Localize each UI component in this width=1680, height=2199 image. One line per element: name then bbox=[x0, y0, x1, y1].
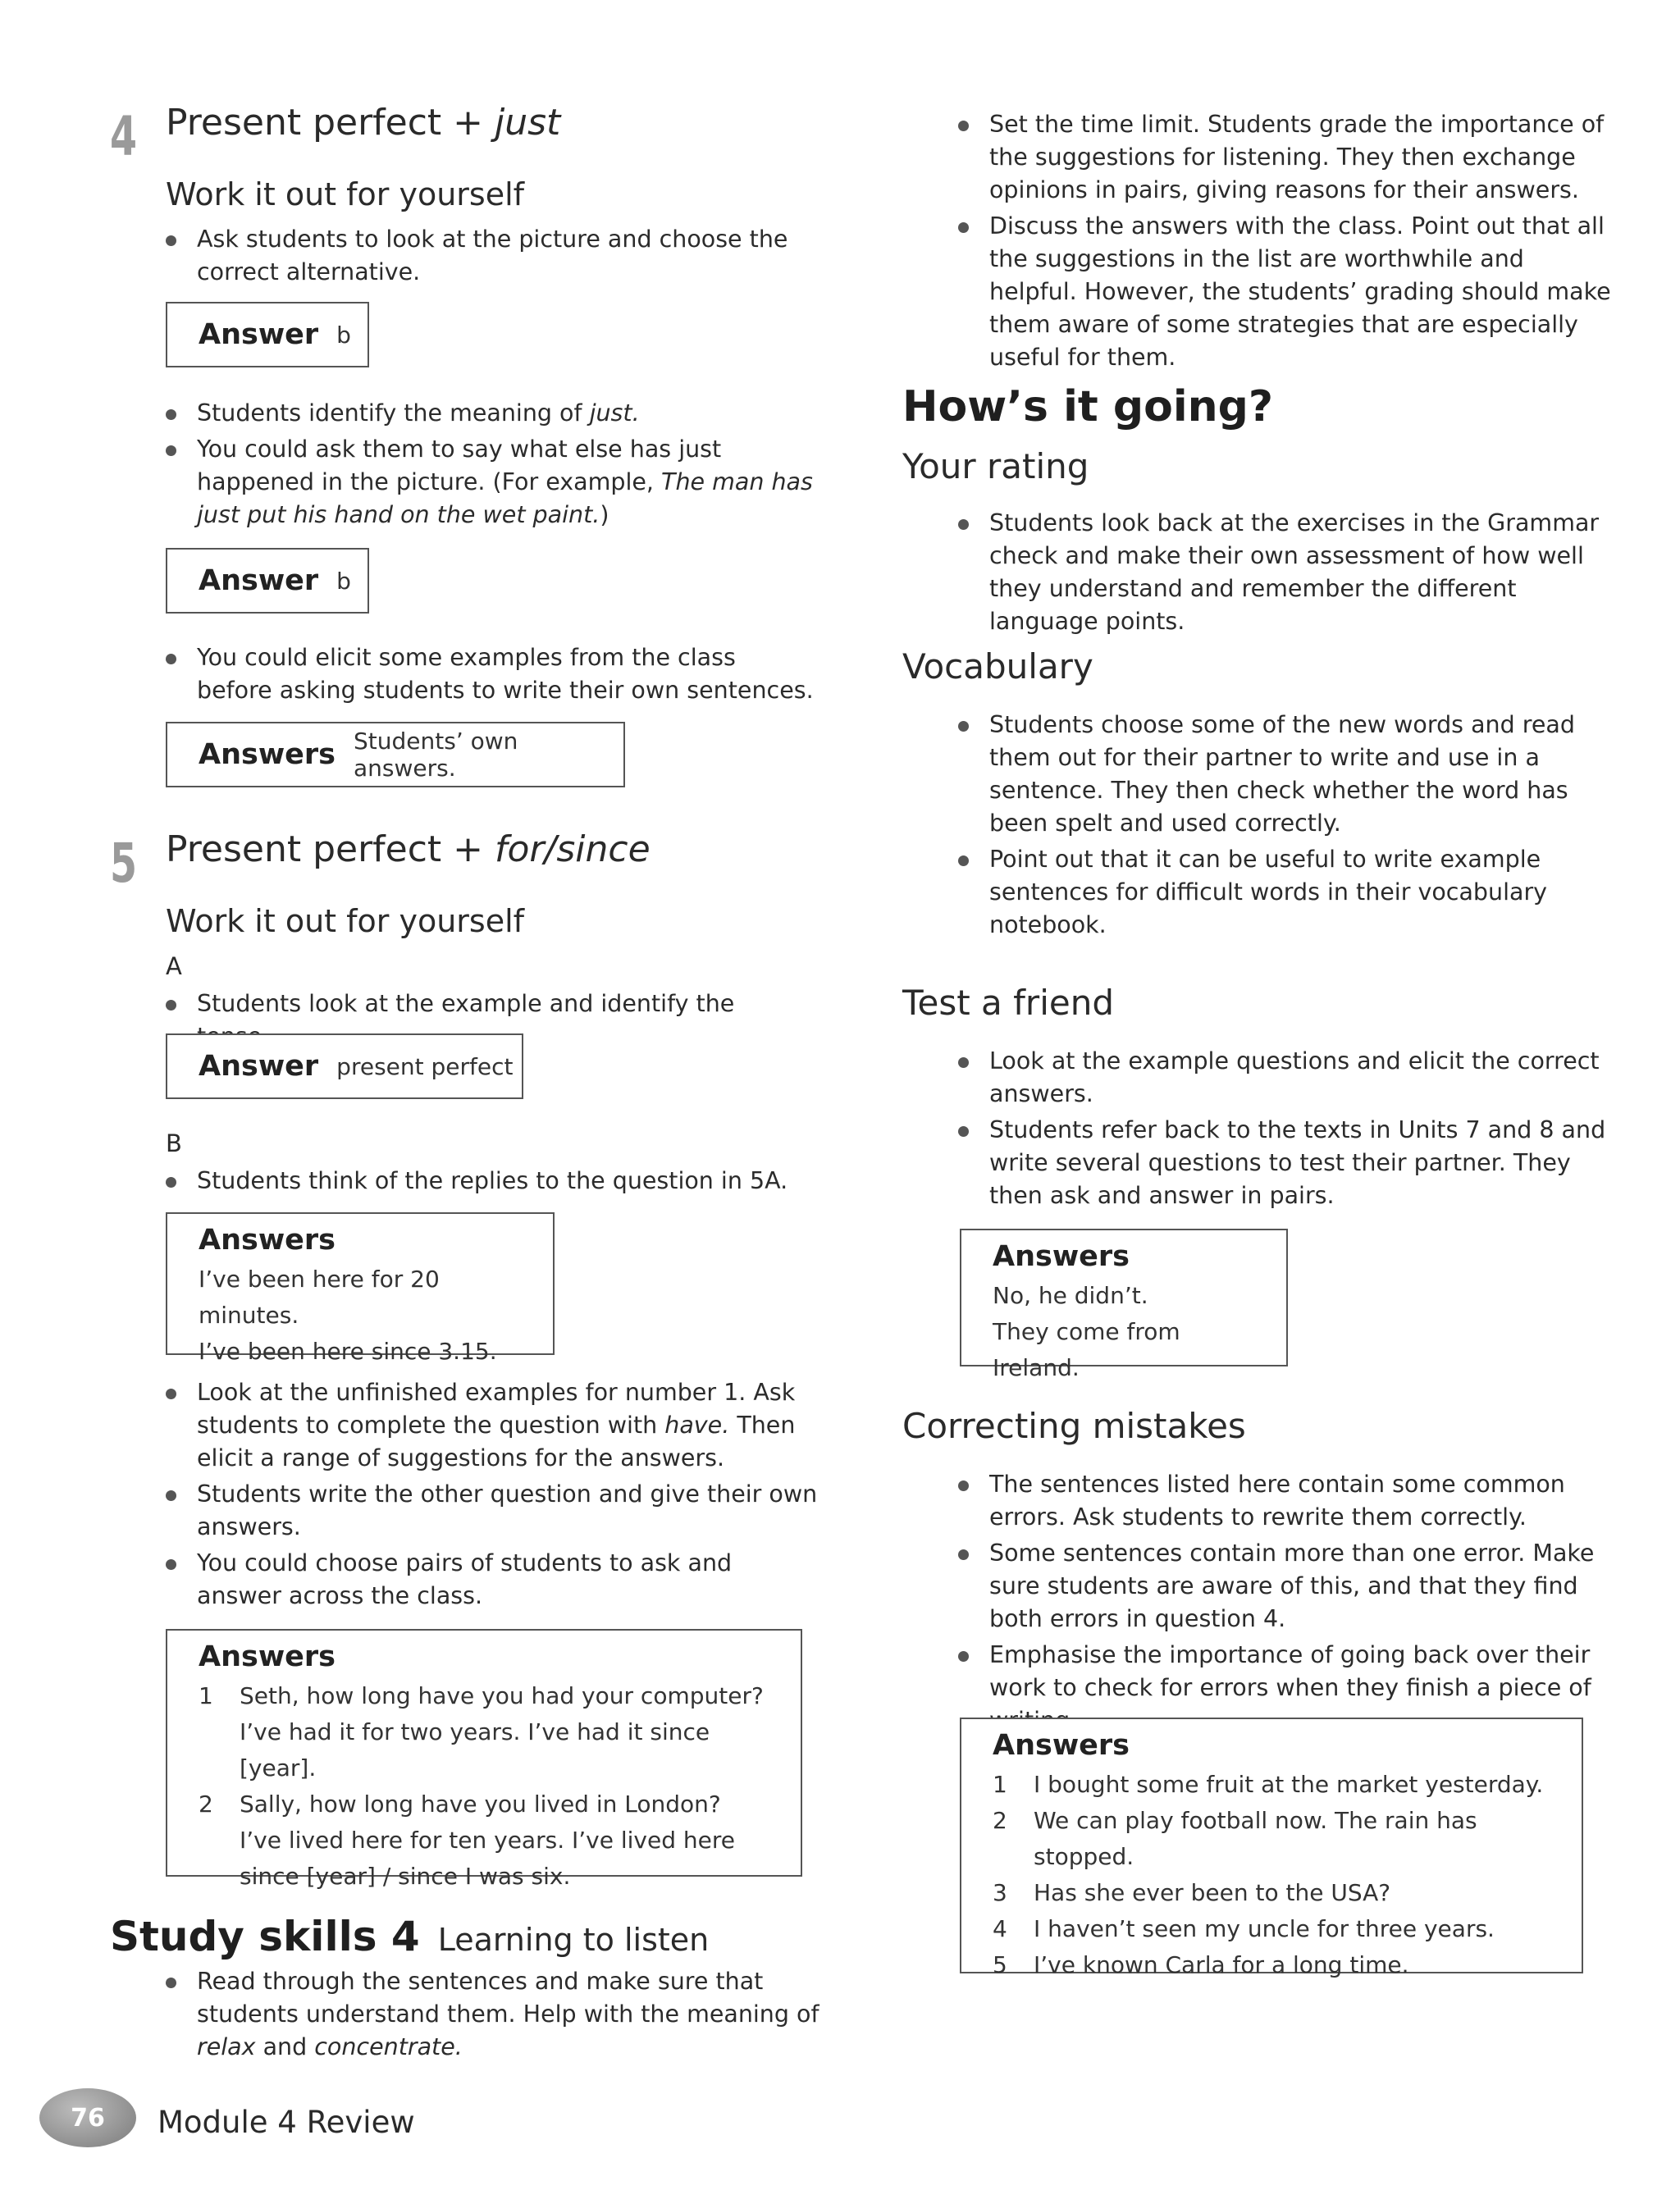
answer-item bbox=[199, 1678, 771, 1714]
answer-value: b bbox=[336, 321, 351, 349]
list-item-text: You could ask them to say what else has just happened in the picture. (For example, bbox=[197, 436, 722, 495]
answer-number: 4 bbox=[993, 1915, 1007, 1942]
list-item-text: Read through the sentences and make sure that students understand them. Help with the meaning of bbox=[197, 1968, 819, 2028]
answer-item bbox=[993, 1947, 1552, 1983]
section-4-title bbox=[166, 102, 561, 144]
answer-label: Answers bbox=[199, 1224, 336, 1257]
section-number-5: 5 bbox=[110, 832, 136, 895]
list-item: Ask students to look at the picture and choose the correct alternative. bbox=[166, 223, 789, 289]
footer-title: Module 4 Review bbox=[158, 2105, 415, 2140]
list-item: Set the time limit. Students grade the importance of the suggestions for listening. They then exchange opinions in pairs, giving reasons for their answers. bbox=[958, 108, 1614, 207]
study-skills-heading: Study skills 4 bbox=[110, 1913, 420, 1960]
answer-number: 2 bbox=[993, 1807, 1007, 1834]
list-item-text: and bbox=[255, 2033, 315, 2060]
list-item: Students refer back to the texts in Units 7 and 8 and write several questions to test their partner. They then ask and answer in pairs. bbox=[958, 1114, 1614, 1212]
list-item: You could elicit some examples from the class before asking students to write their own sentences. bbox=[166, 641, 814, 707]
answer-label: Answers bbox=[993, 1240, 1130, 1273]
answer-text: We can play football now. The rain has stopped. bbox=[1034, 1807, 1477, 1870]
answer-box bbox=[960, 1229, 1288, 1381]
list-item: Students choose some of the new words and read them out for their partner to write and use in a sentence. They then check whether the word has been spelt and used correctly. bbox=[958, 709, 1614, 840]
answer-line: No, he didn’t. bbox=[993, 1282, 1148, 1309]
study-skills-subtitle: Learning to listen bbox=[437, 1922, 710, 1958]
list-item: Emphasise the importance of going back over their work to check for errors when they finish a piece of bbox=[958, 1639, 1614, 1737]
list-item-text: Then elicit a range of suggestions for the answers. bbox=[197, 1412, 796, 1471]
list-item-italic: just. bbox=[589, 399, 640, 427]
answer-item bbox=[993, 1875, 1552, 1911]
answer-text: I bought some fruit at the market yesterday. bbox=[1034, 1771, 1544, 1798]
answer-text: I’ve known Carla for a long time. bbox=[1034, 1951, 1409, 1978]
correcting-mistakes-heading: Correcting mistakes bbox=[902, 1406, 1246, 1446]
list-item-text: Look at the unfinished examples for number 1. Ask students to complete the question with bbox=[197, 1379, 796, 1439]
answer-box bbox=[166, 302, 369, 367]
list-item bbox=[166, 397, 822, 430]
list-item: Point out that it can be useful to write example sentences for difficult words in their vocabulary notebook. bbox=[958, 843, 1614, 942]
answer-line: They come from Ireland. bbox=[993, 1318, 1180, 1381]
list-item bbox=[166, 433, 822, 532]
list-item: Students look at the example and identify the bbox=[166, 988, 814, 1053]
answer-item bbox=[993, 1911, 1552, 1947]
vocabulary-heading: Vocabulary bbox=[902, 646, 1093, 687]
section-5-subhead: Work it out for yourself bbox=[166, 903, 525, 939]
list-item: Students look back at the exercises in the Grammar check and make their own assessment of how well they understand and remember the different language points. bbox=[958, 507, 1614, 638]
list-item: Students think of the replies to the question in 5A. bbox=[166, 1165, 814, 1198]
answer-reply: I’ve had it for two years. I’ve had it since [year]. bbox=[240, 1718, 710, 1782]
answer-text: Has she ever been to the USA? bbox=[1034, 1879, 1391, 1906]
answer-label: Answers bbox=[993, 1729, 1130, 1762]
study-skills-bullets-right bbox=[958, 108, 1614, 377]
answer-number: 3 bbox=[993, 1879, 1007, 1906]
answer-line: I’ve been here for 20 minutes. bbox=[199, 1266, 440, 1329]
answer-question: Seth, how long have you had your computer? bbox=[240, 1682, 764, 1709]
answer-label: Answers bbox=[199, 738, 336, 771]
section-4-bullets-2 bbox=[166, 397, 822, 535]
list-item: Discuss the answers with the class. Point out that all the suggestions in the list are worthwhile and helpful. However, the students’ grading should make them aware of some strategies that are especially useful for them. bbox=[958, 210, 1614, 374]
answer-value: Students’ own answers. bbox=[354, 728, 518, 782]
list-item bbox=[166, 1965, 838, 2064]
section-4-bullets-3 bbox=[166, 641, 814, 710]
answer-line: I’ve been here since 3.15. bbox=[199, 1338, 497, 1365]
answer-item bbox=[993, 1803, 1552, 1875]
answer-box bbox=[166, 548, 369, 614]
list-item-italic: have. bbox=[664, 1412, 730, 1439]
hows-it-going-title: How’s it going? bbox=[902, 382, 1274, 431]
list-item bbox=[166, 1376, 822, 1475]
test-a-friend-bullets bbox=[958, 1045, 1614, 1216]
answer-reply: I’ve lived here for ten years. I’ve lived here since [year] / since I was six. bbox=[240, 1827, 735, 1890]
list-item-italic: concentrate. bbox=[314, 2033, 463, 2060]
answer-box bbox=[166, 1629, 802, 1890]
section-5-title-main: Present perfect + bbox=[166, 828, 495, 870]
list-item-text: Students identify the meaning of bbox=[197, 399, 590, 427]
answer-label: Answer bbox=[199, 318, 319, 351]
part-b-label: B bbox=[166, 1129, 182, 1157]
list-item: The sentences listed here contain some common errors. Ask students to rewrite them correctly. bbox=[958, 1468, 1614, 1534]
list-item: Some sentences contain more than one error. Make sure students are aware of this, and that they find both errors in question 4. bbox=[958, 1537, 1614, 1636]
section-5-title bbox=[166, 828, 651, 870]
study-skills-bullets-left bbox=[166, 1965, 838, 2067]
section-5-bullets-c bbox=[166, 1376, 822, 1616]
part-a-label: A bbox=[166, 952, 182, 980]
your-rating-bullets bbox=[958, 507, 1614, 641]
section-5-title-italic: for/since bbox=[495, 828, 651, 870]
correcting-mistakes-bullets bbox=[958, 1468, 1614, 1740]
vocabulary-bullets bbox=[958, 709, 1614, 945]
list-item: Students write the other question and give their own answers. bbox=[166, 1478, 822, 1544]
answer-box bbox=[166, 722, 625, 787]
list-item: Look at the example questions and elicit the correct answers. bbox=[958, 1045, 1614, 1111]
section-number-4: 4 bbox=[110, 105, 136, 168]
answer-text: I haven’t seen my uncle for three years. bbox=[1034, 1915, 1495, 1942]
answer-value: b bbox=[336, 567, 351, 595]
list-item-text-end: ) bbox=[600, 501, 609, 528]
answer-label: Answer bbox=[199, 564, 319, 597]
section-4-subhead: Work it out for yourself bbox=[166, 176, 525, 212]
section-4-bullets-1 bbox=[166, 223, 789, 292]
answer-number: 2 bbox=[199, 1791, 213, 1818]
answer-label: Answer bbox=[199, 1050, 319, 1083]
answer-value: present perfect bbox=[336, 1052, 514, 1080]
section-4-title-italic: just bbox=[495, 102, 561, 144]
answer-item bbox=[993, 1767, 1552, 1803]
page-number-badge: 76 bbox=[39, 2088, 136, 2147]
section-4-title-main: Present perfect + bbox=[166, 102, 495, 144]
list-item-italic: The man has just put his hand on the wet paint. bbox=[197, 468, 813, 528]
section-5-bullets-b bbox=[166, 1165, 814, 1201]
answer-label: Answers bbox=[199, 1640, 336, 1673]
answer-number: 1 bbox=[993, 1771, 1007, 1798]
answer-box bbox=[166, 1033, 523, 1099]
your-rating-heading: Your rating bbox=[902, 446, 1089, 486]
answer-question: Sally, how long have you lived in London? bbox=[240, 1791, 721, 1818]
list-item: You could choose pairs of students to ask and answer across the class. bbox=[166, 1547, 822, 1613]
answer-item bbox=[199, 1786, 771, 1823]
list-item-italic: relax bbox=[197, 2033, 256, 2060]
answer-number: 1 bbox=[199, 1682, 213, 1709]
study-skills-title bbox=[110, 1913, 710, 1960]
answer-box bbox=[960, 1718, 1583, 1978]
answer-box bbox=[166, 1212, 555, 1365]
test-a-friend-heading: Test a friend bbox=[902, 983, 1114, 1023]
answer-number: 5 bbox=[993, 1951, 1007, 1978]
